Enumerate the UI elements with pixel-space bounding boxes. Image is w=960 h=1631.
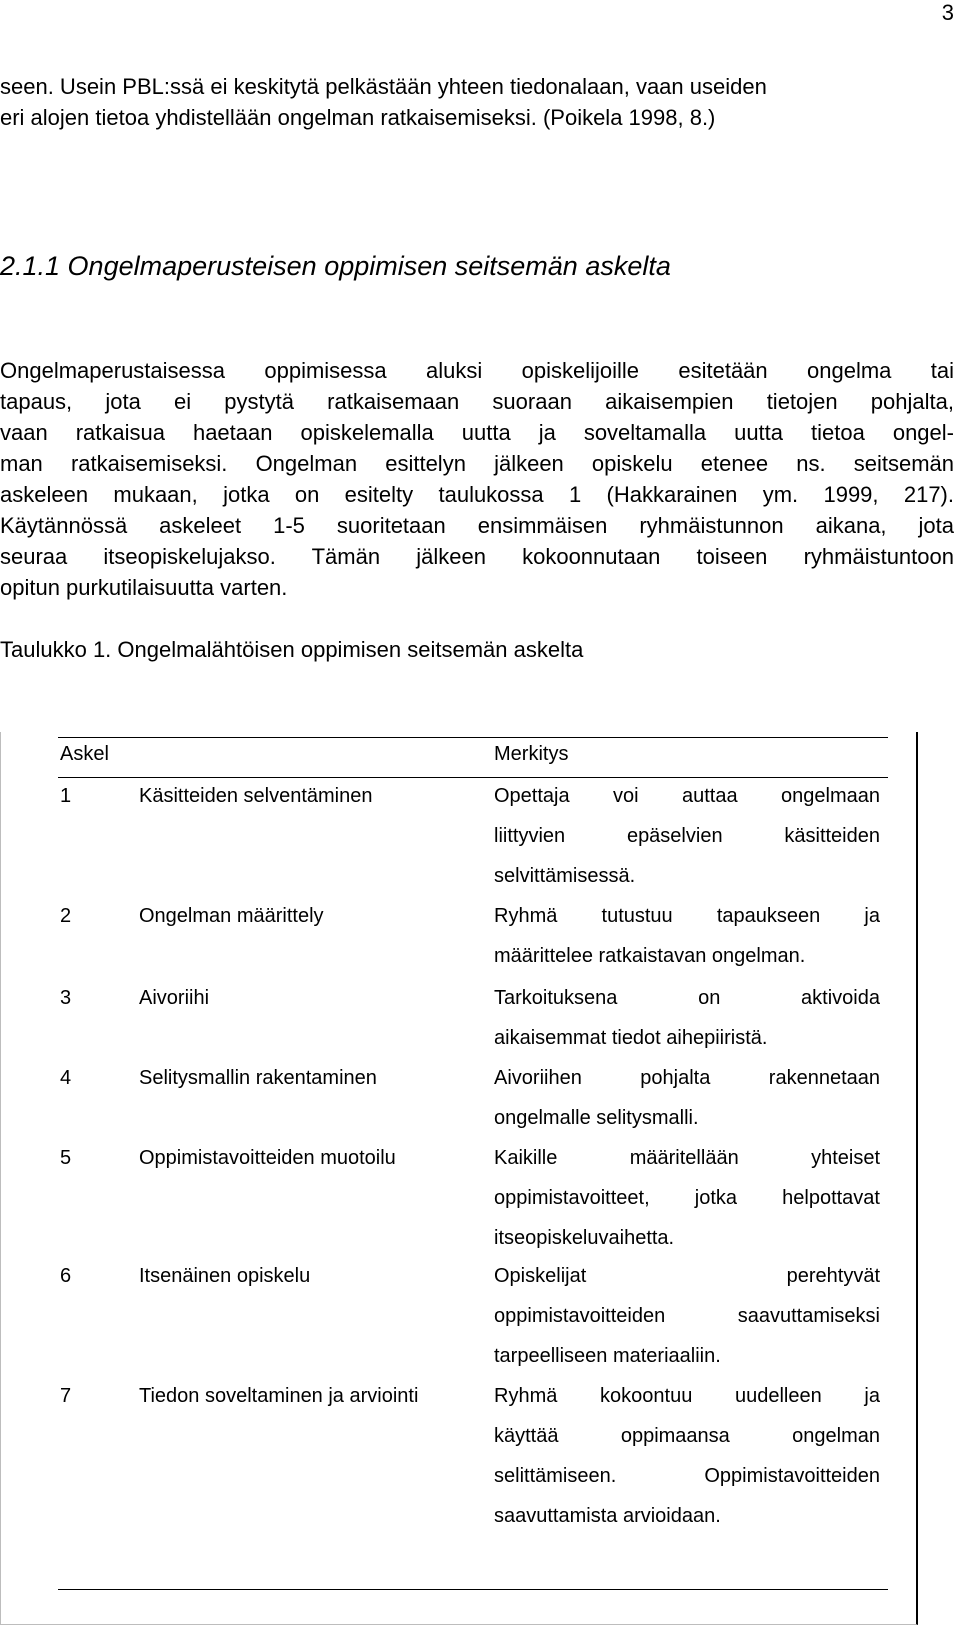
row-meaning <box>494 904 880 984</box>
row-meaning <box>494 1146 880 1266</box>
intro-line: seen. Usein PBL:ssä ei keskitytä pelkästään yhteen tiedonalaan, vaan useiden <box>0 74 767 99</box>
page-number: 3 <box>941 0 954 25</box>
meaning-line: Tarkoituksena on aktivoida <box>494 987 880 1009</box>
meaning-line: Ryhmä tutustuu tapaukseen ja <box>494 905 880 927</box>
meaning-line: ongelmalle selitysmalli. <box>494 1107 699 1129</box>
body-line: Käytännössä askeleet 1-5 suoritetaan ensimmäisen ryhmäistunnon aikana, jota <box>0 513 954 538</box>
row-step: Tiedon soveltaminen ja arviointi <box>139 1385 419 1407</box>
intro-line: eri alojen tietoa yhdistellään ongelman ratkaisemiseksi. (Poikela 1998, 8.) <box>0 105 716 130</box>
row-step: Käsitteiden selventäminen <box>139 785 373 807</box>
row-step: Selitysmallin rakentaminen <box>139 1067 377 1089</box>
row-number: 6 <box>60 1265 72 1287</box>
meaning-line: itseopiskeluvaihetta. <box>494 1227 675 1249</box>
meaning-line: tarpeelliseen materiaaliin. <box>494 1345 721 1367</box>
body-line: vaan ratkaisua haetaan opiskelemalla uutta ja soveltamalla uutta tietoa ongel- <box>0 420 954 445</box>
table-header-rule <box>58 777 888 778</box>
row-meaning <box>494 784 880 904</box>
header-step: Askel <box>60 743 109 765</box>
table-frame-left-edge <box>0 732 1 1625</box>
meaning-line: Opettaja voi auttaa ongelmaan <box>494 785 880 807</box>
meaning-line: määrittelee ratkaistavan ongelman. <box>494 945 806 967</box>
row-step: Itsenäinen opiskelu <box>139 1265 311 1287</box>
meaning-line: aikaisemmat tiedot aihepiiristä. <box>494 1027 768 1049</box>
meaning-line: Opiskelijat perehtyvät <box>494 1265 880 1287</box>
row-number: 5 <box>60 1147 72 1169</box>
table-bottom-rule <box>58 1589 888 1590</box>
row-meaning <box>494 1066 880 1146</box>
meaning-line: selittämiseen. Oppimistavoitteiden <box>494 1465 880 1487</box>
body-line: askeleen mukaan, jotka on esitelty taulukossa 1 (Hakkarainen ym. 1999, 217). <box>0 482 954 507</box>
row-number: 4 <box>60 1067 72 1089</box>
row-meaning <box>494 986 880 1066</box>
intro-paragraph <box>0 71 954 133</box>
row-number: 2 <box>60 905 72 927</box>
body-paragraph <box>0 355 954 603</box>
meaning-line: käyttää oppimaansa ongelman <box>494 1425 880 1447</box>
section-heading: 2.1.1 Ongelmaperusteisen oppimisen seitsemän askelta <box>0 251 671 281</box>
row-meaning <box>494 1384 880 1544</box>
meaning-line: Kaikille määritellään yhteiset <box>494 1147 880 1169</box>
meaning-line: selvittämisessä. <box>494 865 636 887</box>
header-meaning: Merkitys <box>494 743 569 765</box>
row-number: 1 <box>60 785 72 807</box>
meaning-line: oppimistavoitteet, jotka helpottavat <box>494 1187 880 1209</box>
row-number: 3 <box>60 987 72 1009</box>
meaning-line: oppimistavoitteiden saavuttamiseksi <box>494 1305 880 1327</box>
meaning-line: saavuttamista arvioidaan. <box>494 1505 721 1527</box>
body-line: seuraa itseopiskelujakso. Tämän jälkeen kokoonnutaan toiseen ryhmäistuntoon <box>0 544 954 569</box>
row-step: Aivoriihi <box>139 987 210 1009</box>
row-step: Ongelman määrittely <box>139 905 324 927</box>
table-caption: Taulukko 1. Ongelmalähtöisen oppimisen seitsemän askelta <box>0 637 584 662</box>
meaning-line: liittyvien epäselvien käsitteiden <box>494 825 880 847</box>
meaning-line: Ryhmä kokoontuu uudelleen ja <box>494 1385 880 1407</box>
row-number: 7 <box>60 1385 72 1407</box>
meaning-line: Aivoriihen pohjalta rakennetaan <box>494 1067 880 1089</box>
row-step: Oppimistavoitteiden muotoilu <box>139 1147 396 1169</box>
row-meaning <box>494 1264 880 1384</box>
body-line: tapaus, jota ei pystytä ratkaisemaan suoraan aikaisempien tietojen pohjalta, <box>0 389 954 414</box>
body-line: opitun purkutilaisuutta varten. <box>0 575 288 600</box>
table-top-rule <box>58 737 888 738</box>
body-line: Ongelmaperustaisessa oppimisessa aluksi opiskelijoille esitetään ongelma tai <box>0 358 954 383</box>
steps-table <box>0 732 918 1625</box>
body-line: man ratkaisemiseksi. Ongelman esittelyn jälkeen opiskelu etenee ns. seitsemän <box>0 451 954 476</box>
